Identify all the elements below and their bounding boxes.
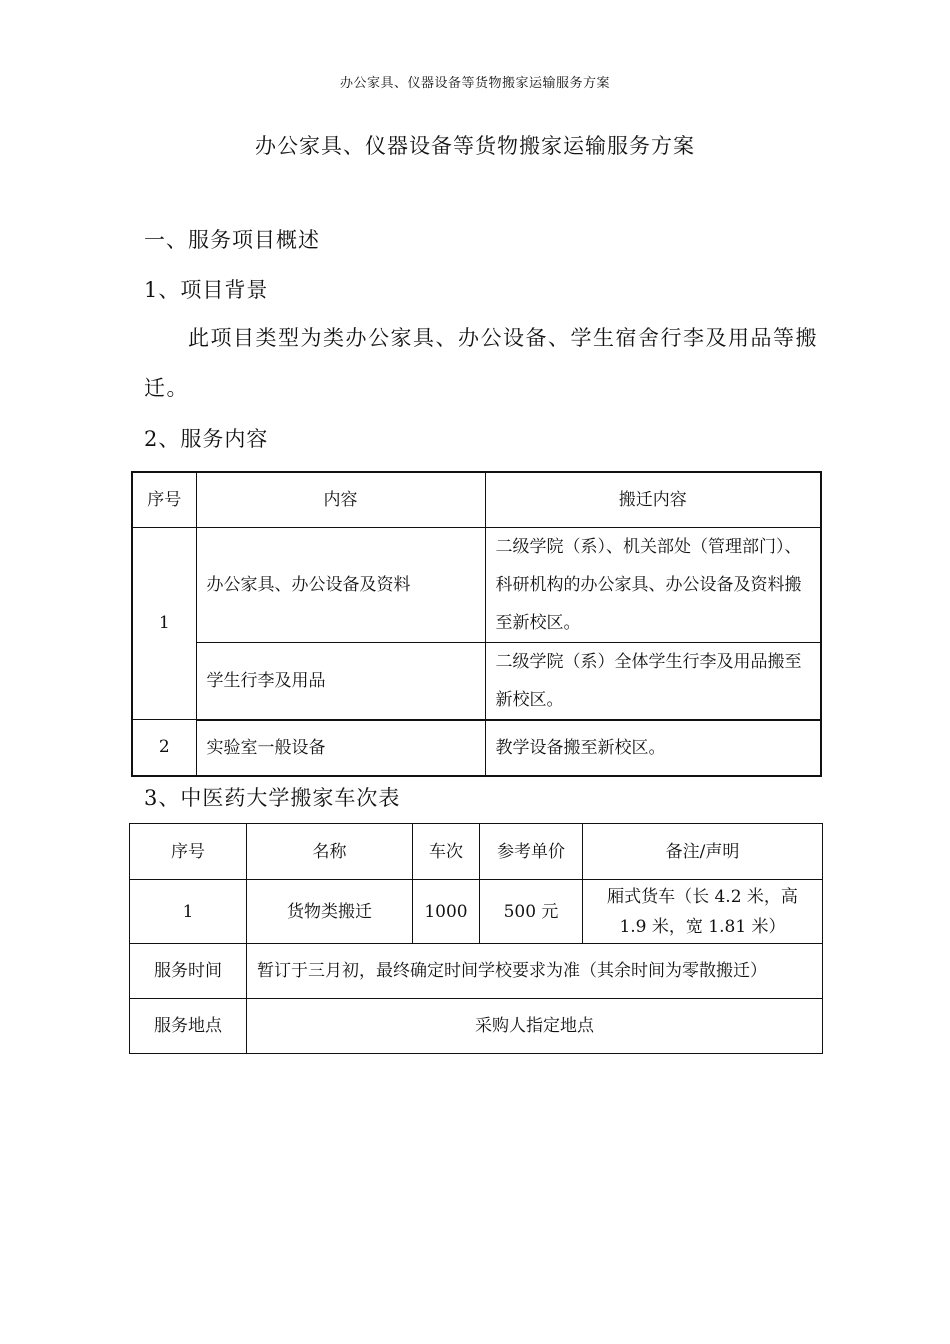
trips-cell: 1000 — [413, 880, 480, 944]
table-row — [132, 720, 821, 776]
header-cell-no: 序号 — [130, 824, 247, 880]
row-no-cell: 2 — [132, 720, 196, 776]
detail-cell: 二级学院（系）全体学生行李及用品搬至新校区。 — [485, 642, 821, 720]
subsection-heading-service-content: 2、服务内容 — [144, 427, 269, 451]
document-title: 办公家具、仪器设备等货物搬家运输服务方案 — [255, 134, 695, 158]
service-place-row — [130, 999, 823, 1054]
table-row — [132, 527, 821, 642]
header-cell-no: 序号 — [132, 472, 196, 527]
table-header-row — [132, 472, 821, 527]
service-content-table — [131, 471, 822, 777]
header-cell-detail: 搬迁内容 — [485, 472, 821, 527]
table-header-row — [130, 824, 823, 880]
service-time-label: 服务时间 — [130, 944, 247, 999]
header-cell-content: 内容 — [196, 472, 485, 527]
content-cell: 实验室一般设备 — [196, 720, 485, 776]
header-cell-name: 名称 — [247, 824, 413, 880]
running-header: 办公家具、仪器设备等货物搬家运输服务方案 — [339, 76, 610, 91]
price-cell: 500 元 — [480, 880, 583, 944]
service-time-value: 暂订于三月初，最终确定时间学校要求为准（其余时间为零散搬迁） — [247, 944, 823, 999]
service-place-value: 采购人指定地点 — [247, 999, 823, 1054]
name-cell: 货物类搬迁 — [247, 880, 413, 944]
table-row — [132, 642, 821, 720]
trip-schedule-table — [129, 823, 823, 1054]
header-cell-price: 参考单价 — [480, 824, 583, 880]
note-cell: 厢式货车（长 4.2 米，高 1.9 米，宽 1.81 米） — [583, 880, 823, 944]
detail-cell: 教学设备搬至新校区。 — [485, 720, 821, 776]
subsection-heading-trip-table: 3、中医药大学搬家车次表 — [144, 786, 401, 810]
header-cell-note: 备注/声明 — [583, 824, 823, 880]
service-time-row — [130, 944, 823, 999]
row-no-cell: 1 — [132, 527, 196, 720]
row-no-cell: 1 — [130, 880, 247, 944]
detail-cell: 二级学院（系）、机关部处（管理部门）、科研机构的办公家具、办公设备及资料搬至新校区。 — [485, 527, 821, 642]
service-place-label: 服务地点 — [130, 999, 247, 1054]
content-cell: 办公家具、办公设备及资料 — [196, 527, 485, 642]
background-paragraph: 此项目类型为类办公家具、办公设备、学生宿舍行李及用品等搬迁。 — [144, 326, 818, 400]
header-cell-trips: 车次 — [413, 824, 480, 880]
section-heading-overview: 一、服务项目概述 — [144, 228, 320, 252]
content-cell: 学生行李及用品 — [196, 642, 485, 720]
table-row — [130, 880, 823, 944]
subsection-heading-background: 1、项目背景 — [144, 278, 269, 302]
